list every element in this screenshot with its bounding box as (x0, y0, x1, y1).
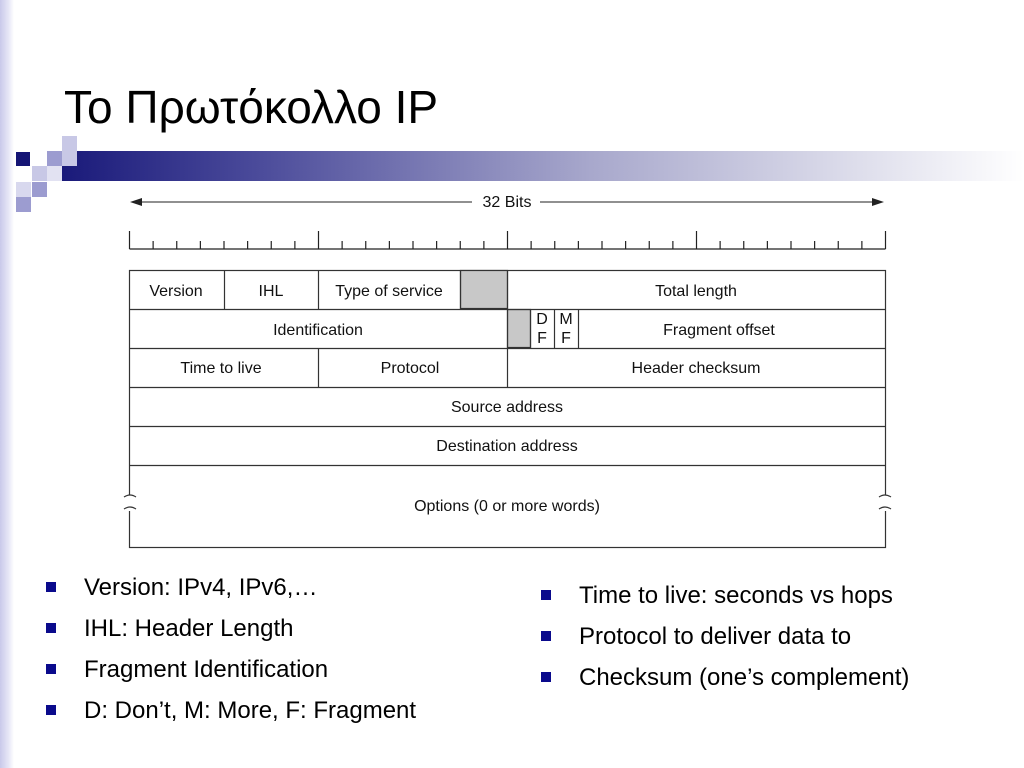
break-mark-right (879, 495, 891, 511)
bullet-item (541, 657, 909, 698)
bullet-text: Version: IPv4, IPv6,… (84, 574, 318, 601)
bullet-square-icon (46, 664, 56, 674)
reserved-tos-cell (461, 271, 508, 309)
field-destination-address: Destination address (436, 438, 578, 455)
flag-mf-m: M (559, 311, 573, 328)
break-mark-left (124, 495, 136, 511)
field-ihl: IHL (258, 283, 284, 300)
field-source-address: Source address (450, 399, 564, 416)
bullet-text: Checksum (one’s complement) (579, 664, 910, 691)
flag-df-d: D (536, 311, 548, 328)
field-version: Version (149, 283, 203, 300)
field-fragment-offset: Fragment offset (663, 322, 775, 339)
bullet-item (46, 567, 416, 608)
bullet-list-left (46, 567, 416, 731)
bullet-square-icon (541, 672, 551, 682)
bullet-square-icon (541, 590, 551, 600)
field-total-length: Total length (655, 283, 737, 300)
bullet-item (541, 616, 909, 657)
field-header-checksum: Header checksum (631, 360, 761, 377)
field-identification: Identification (273, 322, 363, 339)
bullet-item (46, 649, 416, 690)
bullet-text: IHL: Header Length (84, 615, 294, 642)
bullet-text: Time to live: seconds vs hops (579, 582, 893, 609)
width-label: 32 Bits (482, 194, 532, 211)
bullet-square-icon (46, 582, 56, 592)
width-arrow (130, 194, 884, 211)
reserved-flag-cell (508, 310, 531, 348)
bullet-text: Fragment Identification (84, 656, 329, 683)
bullet-item (46, 608, 416, 649)
bullet-item (46, 690, 416, 731)
bullet-list-right (541, 575, 909, 698)
flag-mf-f: F (561, 330, 571, 347)
field-protocol: Protocol (380, 360, 440, 377)
slide-title: Το Πρωτόκολλο IP (64, 80, 439, 133)
field-options: Options (0 or more words) (414, 498, 600, 515)
bullet-square-icon (541, 631, 551, 641)
field-type-of-service: Type of service (335, 283, 443, 300)
bullet-text: D: Don’t, M: More, F: Fragment (84, 697, 417, 724)
bit-ruler (130, 231, 886, 249)
bullet-item (541, 575, 909, 616)
field-time-to-live: Time to live (180, 360, 262, 377)
bullet-square-icon (46, 705, 56, 715)
flag-df-f: F (537, 330, 547, 347)
bullet-text: Protocol to deliver data to (579, 623, 852, 650)
bullet-square-icon (46, 623, 56, 633)
